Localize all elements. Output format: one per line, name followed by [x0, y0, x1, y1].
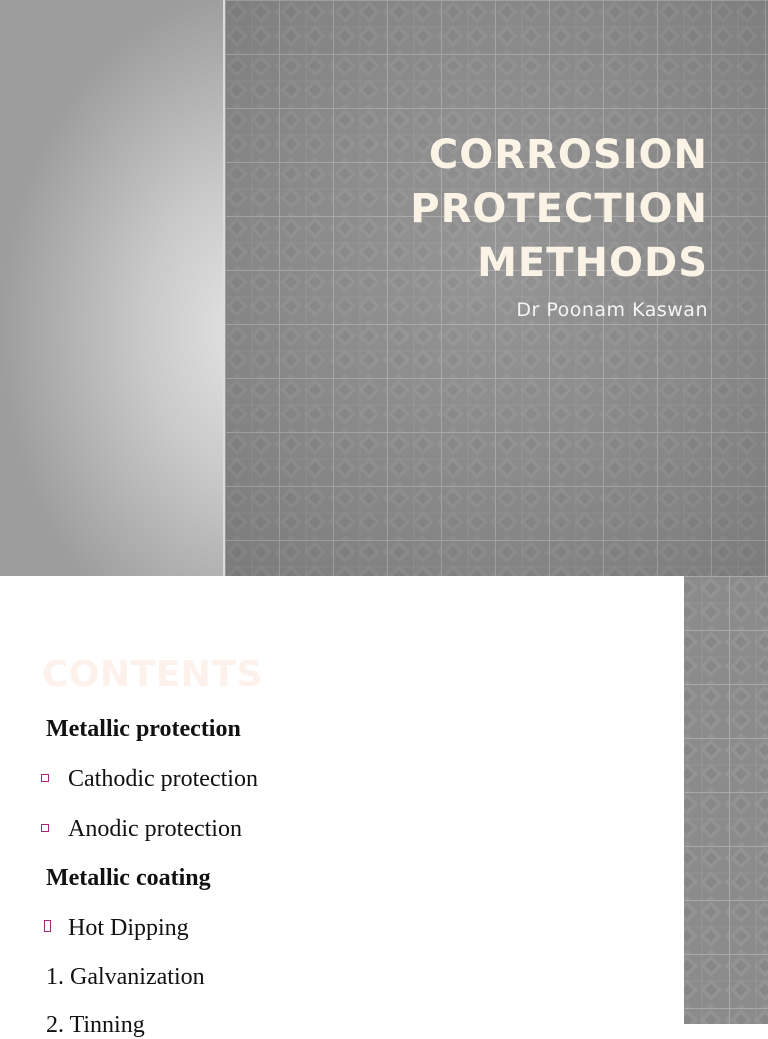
numbered-item: 2. Tinning	[46, 1012, 145, 1038]
list-item	[68, 765, 258, 793]
list-heading: Metallic protection	[46, 716, 241, 742]
title-line: METHODS	[477, 240, 708, 286]
title-line: CORROSION	[428, 132, 708, 178]
numbered-item: 1. Galvanization	[46, 964, 205, 990]
contents-slide	[0, 576, 768, 1038]
contents-title: CONTENTS	[42, 654, 263, 695]
title-line: PROTECTION	[410, 186, 708, 232]
square-bullet-icon	[41, 774, 49, 782]
list-item	[68, 914, 189, 942]
list-item-text: Hot Dipping	[68, 915, 189, 941]
missing-glyph-bullet-icon	[44, 920, 51, 932]
title-slide-left-panel	[0, 0, 223, 576]
author-subtitle: Dr Poonam Kaswan	[516, 299, 708, 321]
contents-slide-pattern-strip	[684, 576, 768, 1024]
presentation-title	[288, 128, 708, 290]
square-bullet-icon	[41, 824, 49, 832]
list-item-text: Cathodic protection	[68, 766, 258, 792]
list-item	[68, 815, 242, 843]
list-heading: Metallic coating	[46, 865, 211, 891]
list-item-text: Anodic protection	[68, 816, 242, 842]
grid-pattern-background	[684, 576, 768, 1024]
